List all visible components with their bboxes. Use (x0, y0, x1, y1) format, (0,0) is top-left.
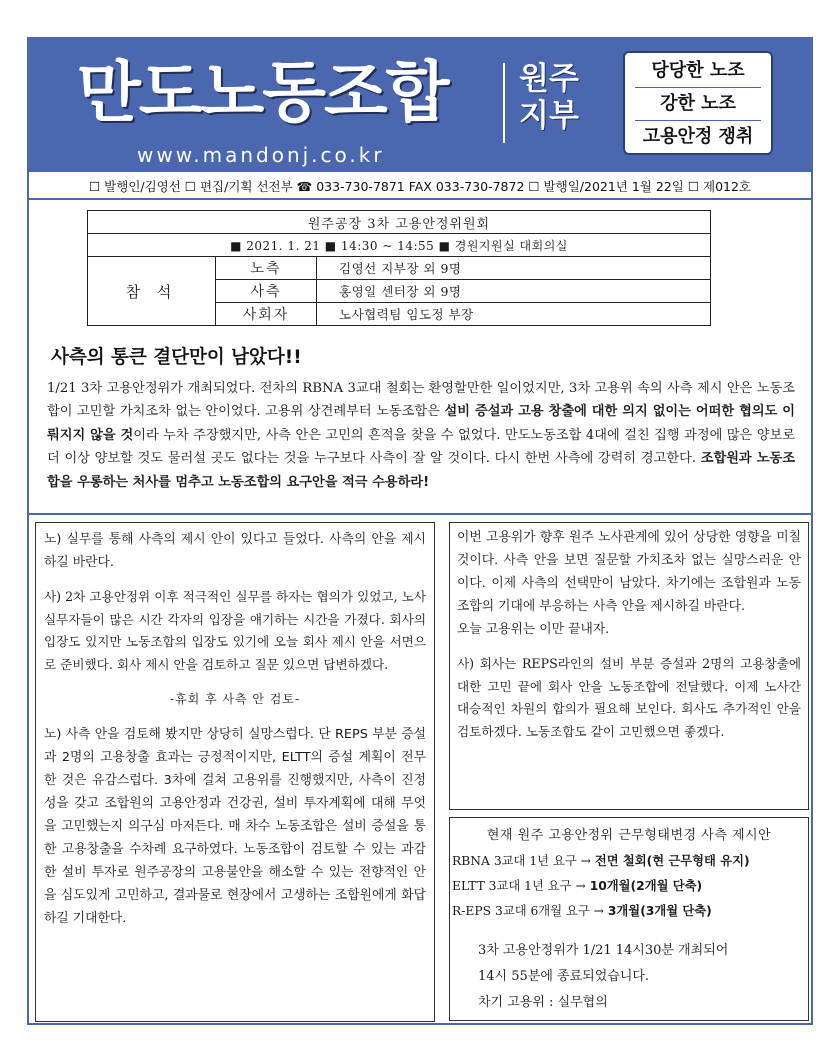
attendee-names: 홍영일 센터장 외 9명 (317, 280, 711, 303)
masthead (29, 39, 811, 172)
proposal-request: ELTT 3교대 1년 요구 → (452, 879, 586, 893)
note-line-3: 차기 고용위 : 실무협의 (478, 995, 608, 1010)
branch-name (513, 61, 585, 135)
proposal-request: RBNA 3교대 1년 요구 → (452, 854, 591, 868)
lead-bold-1: 설비 증설과 고용 창출에 대한 의지 없이는 어떠한 협의도 이뤄지지 않을 것 (47, 404, 796, 443)
meeting-note (450, 938, 808, 1016)
union-statement-1: 노) 실무를 통해 사측의 제시 안이 있다고 들었다. 사측의 안을 제시하길 바란다. (44, 532, 426, 570)
attendee-side: 노측 (216, 257, 317, 280)
slogan-box (623, 51, 773, 155)
slogan-1: 당당한 노조 (635, 55, 761, 88)
company-statement-2: 사) 회사는 REPS라인의 설비 부분 증설과 2명의 고용창출에 대한 고민 끝에 회사 안을 노동조합에 전달했다. 이제 노사간 대승적인 차원의 합의가 필요해 보인다. 회사도 추가적인 안을 검토하겠다. 노동조합도 같이 고민했으면 좋겠다. (457, 656, 801, 739)
branch-line-2: 지부 (519, 98, 579, 134)
website-url[interactable]: www.mandonj.co.kr (137, 143, 385, 167)
lead-text-2: 이라 누차 주장했지만, 사측 안은 고민의 흔적을 찾을 수 없었다. 만도노동조합 4대에 걸친 집행 과정에 많은 양보로 더 이상 양보할 것도 물러설 곳도 없다는 것을 누구보다 사측이 잘 알 것이다. 다시 한번 사측에 강력히 경고한다. (47, 427, 795, 467)
meeting-info-table (87, 210, 711, 326)
right-column (449, 522, 809, 810)
attendee-names: 노사협력팀 임도정 부장 (317, 303, 711, 326)
proposal-item (450, 849, 808, 874)
masthead-divider (503, 63, 505, 143)
proposal-response: 전면 철회(현 근무형태 유지) (594, 854, 750, 868)
union-statement-3: 이번 고용위가 향후 원주 노사관계에 있어 상당한 영향을 미칠 것이다. 사측 안을 보면 질문할 가치조차 없는 실망스러운 안이다. 이제 사측의 선택만이 남았다. 차기에는 조합원과 노동조합의 기대에 부응하는 사측 안을 제시하길 바란다. (457, 530, 801, 614)
company-proposal-box (449, 817, 809, 1021)
lead-text-1: 1/21 3차 고용안정위가 개최되었다. 전차의 RBNA 3교대 철회는 환영할만한 일이었지만, 3차 고용위 속의 사측 제시 안은 노동조합이 고민할 가치조차 없는 안이었다. 고용위 상견례부터 노동조합은 (47, 381, 795, 420)
meeting-title: 원주공장 3차 고용안정위원회 (88, 211, 711, 234)
union-statement-end: 오늘 고용위는 이만 끝내자. (457, 622, 610, 637)
attendee-side: 사측 (216, 280, 317, 303)
meeting-when: ■ 2021. 1. 21 ■ 14:30 ~ 14:55 ■ 경원지원실 대회의실 (88, 234, 711, 257)
attendee-side: 사회자 (216, 303, 317, 326)
union-statement-2: 노) 사측 안을 검토해 봤지만 상당히 실망스럽다. 단 REPS 부분 증설과 2명의 고용창출 효과는 긍정적이지만, ELTT의 증설 계획이 전무한 것은 유감스럽다. 3차에 걸쳐 고용위를 진행했지만, 사측이 진정성을 갖고 조합원의 고용안정과 건강권, 설비 투자계획에 대해 무엇을 고민했는지 의구심 마저든다. 매 차수 노동조합은 설비 증설을 통한 고용창출을 수차례 요구하였다. 노동조합이 검토할 수 있는 과감한 설비 투자로 원주공장의 고용불안을 해소할 수 있는 전향적인 안을 심도있게 고민하고, 결과물로 현장에서 고생하는 조합원에게 화답하길 기대한다. (44, 726, 426, 926)
proposal-item (450, 899, 808, 924)
newsletter-page (27, 37, 813, 1025)
lead-paragraph (47, 377, 795, 494)
proposal-title: 현재 원주 고용안정위 근무형태변경 사측 제시안 (486, 828, 772, 843)
masthead-title: 만도노동조합 (77, 54, 448, 131)
slogan-2: 강한 노조 (635, 88, 761, 121)
slogan-3: 고용안정 쟁취 (642, 126, 754, 147)
headline: 사측의 통큰 결단만이 남았다!! (51, 347, 302, 368)
publication-info: ☐ 발행인/김영선 ☐ 편집/기획 선전부 ☎ 033-730-7871 FAX 033-730-7872 ☐ 발행일/2021년 1월 22일 ☐ 제012호 (29, 176, 811, 200)
note-line-2: 14시 55분에 종료되었습니다. (478, 969, 650, 984)
proposal-response: 3개월(3개월 단축) (607, 904, 712, 918)
section-divider (29, 513, 811, 515)
proposal-request: R-EPS 3교대 6개월 요구 → (452, 904, 604, 918)
company-statement-1: 사) 2차 고용안정위 이후 적극적인 실무를 하자는 협의가 있었고, 노사 실무자들이 많은 시간 각자의 입장을 얘기하는 시간을 가졌다. 회사의 입장도 있지만 노동조합의 입장도 있기에 오늘 회사 제시 안을 서면으로 준비했다. 회사 제시 안을 검토하고 질문 있으면 답변하겠다. (44, 589, 426, 672)
lead-bold-2: 조합원과 노동조합을 우롱하는 처사를 멈추고 노동조합의 요구안을 적극 수용하라! (47, 451, 796, 490)
note-line-1: 3차 고용안정위가 1/21 14시30분 개최되어 (478, 943, 729, 958)
attendance-label: 참 석 (88, 257, 216, 326)
recess-note: -휴회 후 사측 안 검토- (169, 692, 301, 706)
attendee-names: 김영선 지부장 외 9명 (317, 257, 711, 280)
left-column (35, 522, 435, 1022)
proposal-response: 10개월(2개월 단축) (589, 879, 703, 893)
proposal-item (450, 874, 808, 899)
branch-line-1: 원주 (519, 61, 579, 97)
